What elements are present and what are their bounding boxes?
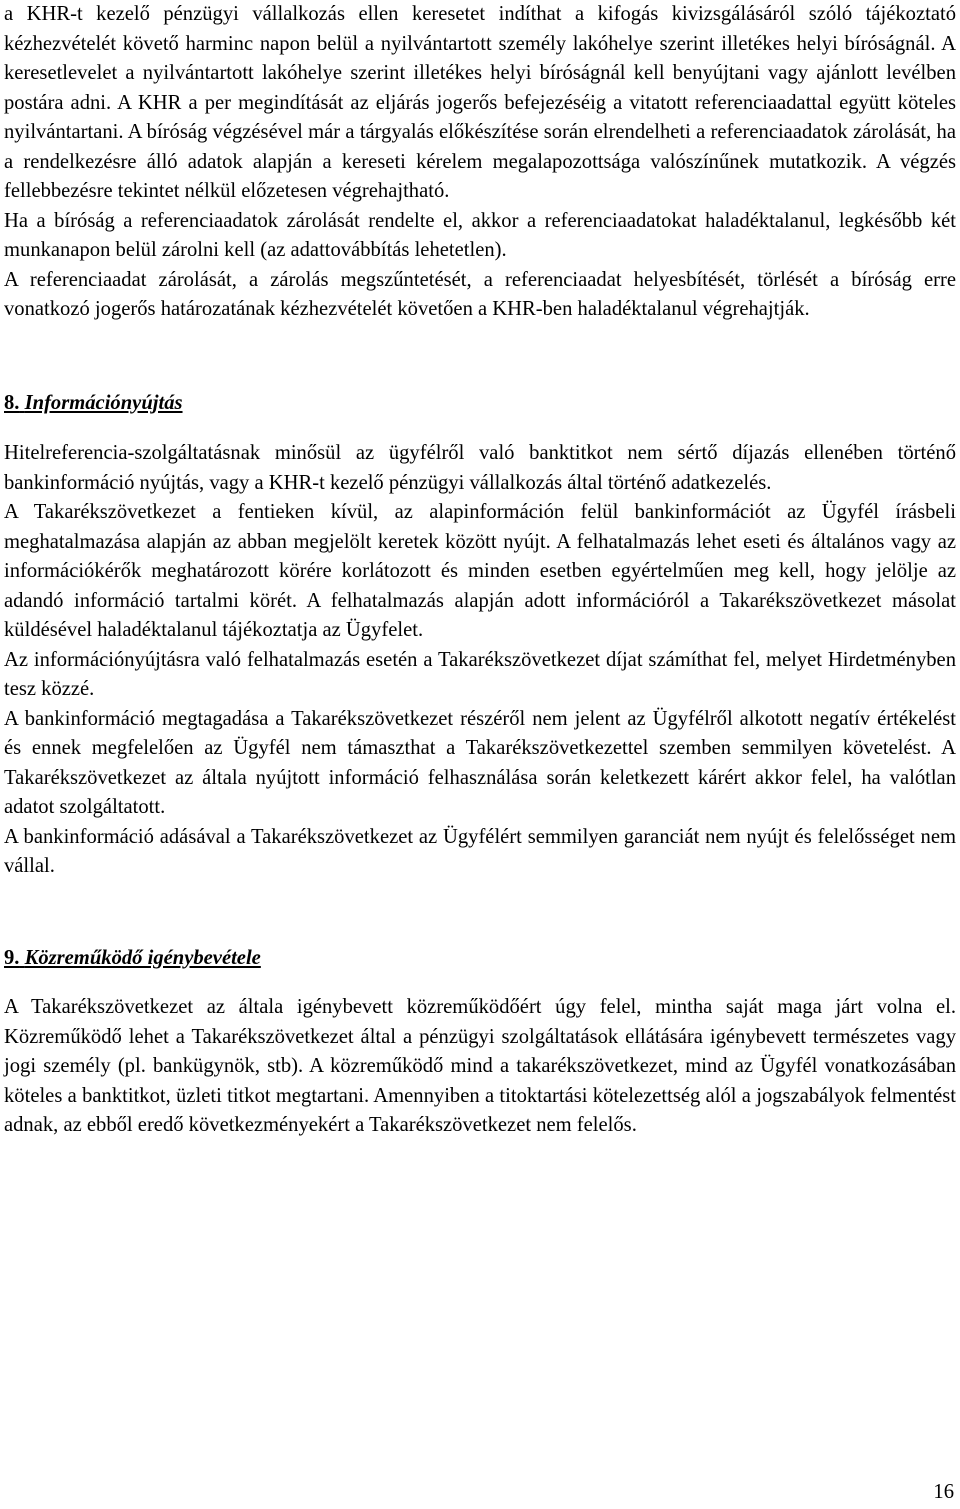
section-7-paragraph-2: Ha a bíróság a referenciaadatok zárolását rendelte el, akkor a referenciaadatokat haladéktalanul, legkésőbb két munkanapon belül zárolni kell (az adattovábbítás lehetetlen). bbox=[4, 209, 956, 261]
section-9-title: Közreműködő igénybevétele bbox=[24, 946, 261, 969]
document-page bbox=[4, 0, 956, 1141]
section-8-paragraph-1: Hitelreferencia-szolgáltatásnak minősül az ügyfélről való banktitkot nem sértő díjazás ellenében történő bankinformáció nyújtás, vagy a KHR-t kezelő pénzügyi vállalkozás által történő adatkezelés. bbox=[4, 442, 956, 494]
section-8-paragraph-3: Az információnyújtásra való felhatalmazás esetén a Takarékszövetkezet díjat számíthat fel, melyet Hirdetményben tesz közzé. bbox=[4, 648, 956, 700]
page-number: 16 bbox=[933, 1481, 954, 1503]
section-8-title: Információnyújtás bbox=[24, 391, 183, 414]
section-8-heading bbox=[4, 389, 956, 419]
section-8-paragraph-2: A Takarékszövetkezet a fentieken kívül, az alapinformáción felül bankinformációt az Ügyfél írásbeli meghatalmazása alapján az abban megjelölt keretek között nyújt. A felhatalmazás lehet eseti és általános vagy az információkérők meghatározott körére korlátozott és minden esetben egyértelműen meg kell, hogy jelölje az adandó információ tartalmi körét. A felhatalmazás alapján adott információról a Takarékszövetkezet másolat küldésével haladéktalanul tájékoztatja az Ügyfelet. bbox=[4, 501, 956, 641]
section-9-number: 9. bbox=[4, 946, 20, 969]
section-8-number: 8. bbox=[4, 391, 20, 414]
section-8-paragraph-5: A bankinformáció adásával a Takarékszövetkezet az Ügyfélért semmilyen garanciát nem nyújt és felelősséget nem vállal. bbox=[4, 825, 956, 877]
section-8-paragraph-4: A bankinformáció megtagadása a Takarékszövetkezet részéről nem jelent az Ügyfélről alkotott negatív értékelést és ennek megfelelően az Ügyfél nem támaszthat a Takarékszövetkezettel szemben semmilyen követelést. A Takarékszövetkezet az általa nyújtott információ felhasználása során keletkezett kárért akkor felel, ha valótlan adatot szolgáltatott. bbox=[4, 707, 956, 818]
section-7-paragraph-3: A referenciaadat zárolását, a zárolás megszűntetését, a referenciaadat helyesbítését, törlését a bíróság erre vonatkozó jogerős határozatának kézhezvételét követően a KHR-ben haladéktalanul végrehajtják. bbox=[4, 268, 956, 320]
section-9-paragraph-1: A Takarékszövetkezet az általa igénybevett közreműködőért úgy felel, mintha saját maga járt volna el. Közreműködő lehet a Takarékszövetkezet által a pénzügyi szolgáltatások ellátására igénybevett természetes vagy jogi személy (pl. bankügynök, stb). A közreműködő mind a takarékszövetkezet, mind az Ügyfél vonatkozásában köteles a banktitkot, üzleti titkot megtartani. Amennyiben a titoktartási kötelezettség alól a jogszabályok felmentést adnak, az ebből eredő következményekért a Takarékszövetkezet nem felelős. bbox=[4, 996, 956, 1136]
section-7-paragraph-1: a KHR-t kezelő pénzügyi vállalkozás ellen keresetet indíthat a kifogás kivizsgálásáról szóló tájékoztató kézhezvételét követő harminc napon belül a nyilvántartott személy lakóhelye szerint illetékes helyi bíróságnál. A keresetlevelet a nyilvántartott lakóhelye szerint illetékes helyi bíróságnál kell benyújtani vagy ajánlott levélben postára adni. A KHR a per megindítását az eljárás jogerős befejezéséig a vitatott referenciaadattal együtt köteles nyilvántartani. A bíróság végzésével már a tárgyalás előkészítése során elrendelheti a referenciaadatok zárolását, ha a rendelkezésre álló adatok alapján a kereseti kérelem megalapozottsága valószínűnek mutatkozik. A végzés fellebbezésre tekintet nélkül előzetesen végrehajtható. bbox=[4, 3, 956, 202]
section-9-heading bbox=[4, 944, 956, 974]
